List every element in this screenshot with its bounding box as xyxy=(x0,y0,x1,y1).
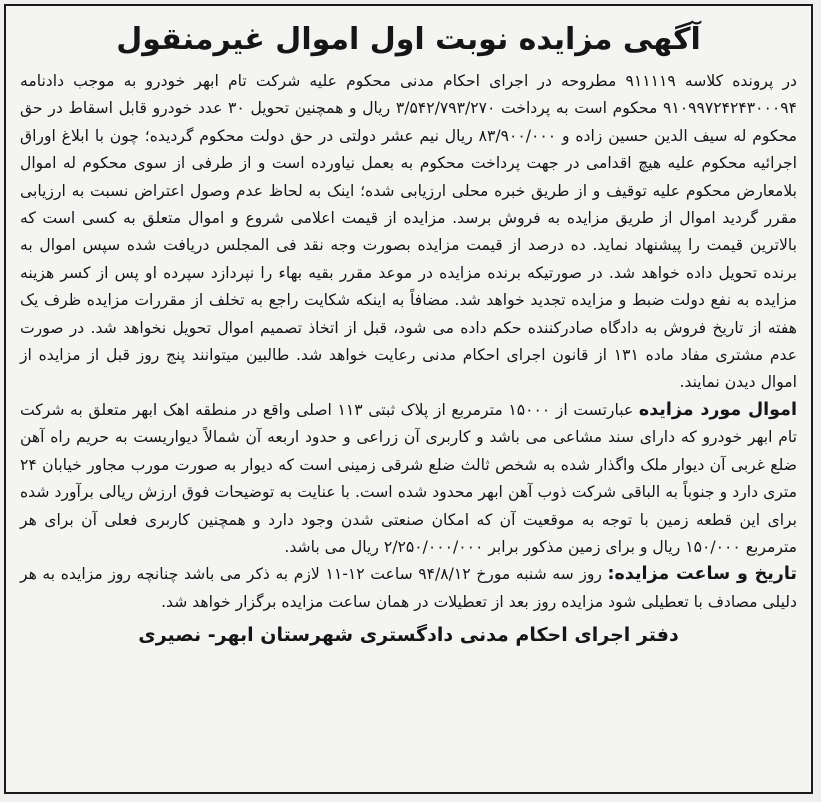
property-text: عبارتست از ۱۵۰۰۰ مترمربع از پلاک ثبتی ۱۱۳ اصلی واقع در منطقه اهک ابهر متعلق به شرکت تام ابهر خودرو که دارای سند مشاعی می باشد و کاربری آن زراعی و حدود اربعه آن شمالاً دیواریست به حریم راه آهن ضلع غربی آن دیوار ملک واگذار شده به شخص ثالث ضلع شرقی زمینی است که دیوار به صورت مورب مجاور خیابان ۲۴ متری دارد و جنوباً به الباقی شرکت ذوب آهن ابهر محدود شده است. با عنایت به توضیحات فوق ارزش ریالی برآورد شده برای این قطعه زمین با توجه به موقعیت آن که امکان صنعتی شدن وجود دارد و همچنین کاربری فعلی آن برای هر مترمربع ۱۵۰/۰۰۰ ریال و برای زمین مذکور برابر ۲/۲۵۰/۰۰۰/۰۰۰ ریال می باشد. xyxy=(20,400,797,556)
datetime-label: تاریخ و ساعت مزایده: xyxy=(607,564,797,585)
datetime-paragraph xyxy=(20,561,797,616)
datetime-text: روز سه شنبه مورخ ۹۴/۸/۱۲ ساعت ۱۲-۱۱ لازم به ذکر می باشد چنانچه روز مزایده به هر دلیلی مصادف با تعطیلی شود مزایده روز بعد از تعطیلات در همان ساعت مزایده برگزار خواهد شد. xyxy=(20,565,797,611)
property-paragraph xyxy=(20,397,797,561)
notice-body xyxy=(6,68,811,616)
signature: دفتر اجرای احکام مدنی دادگستری شهرستان ابهر- نصیری xyxy=(138,624,679,647)
intro-paragraph: در پرونده کلاسه ۹۱۱۱۱۹ مطروحه در اجرای احکام مدنی محکوم علیه شرکت تام ابهر خودرو به موجب دادنامه ۹۱۰۹۹۷۲۴۲۴۳۰۰۰۹۴ محکوم است به پرداخت ۳/۵۴۲/۷۹۳/۲۷۰ ریال و همچنین تحویل ۳۰ عدد خودرو قابل اسقاط در حق محکوم له سیف الدین حسین زاده و ۸۳/۹۰۰/۰۰۰ ریال نیم عشر دولتی در حق دولت محکوم گردیده؛ چون با ابلاغ اوراق اجرائیه محکوم علیه هیچ اقدامی در جهت پرداخت محکوم به بعمل نیاورده است و از طرفی از سوی محکوم له اموال بلامعارض محکوم علیه توقیف و از طریق خبره محلی ارزیابی شده؛ اینک به لحاظ عدم وصول اعتراض نسبت به ارزیابی مقرر گردید اموال از طریق مزایده به فروش برسد. مزایده از قیمت اعلامی شروع و اموال متعلق به کسی است که بالاترین قیمت را پیشنهاد نماید. ده درصد از قیمت مزایده بصورت وجه نقد فی المجلس دریافت شده سپس اموال به برنده تحویل داده خواهد شد. در صورتیکه برنده مزایده در موعد مقرر بقیه بهاء را نپردازد سپرده او پس از کسر هزینه مزایده به نفع دولت ضبط و مزایده تجدید خواهد شد. مضافاً به اینکه شکایت راجع به تخلف از مقررات مزایده ظرف یک هفته از تاریخ فروش به دادگاه صادرکننده حکم داده می شود، قبل از اتخاذ تصمیم اموال تحویل نخواهد شد. در صورت عدم مشتری مفاد ماده ۱۳۱ از قانون اجرای احکام مدنی رعایت خواهد شد. طالبین میتوانند پنج روز قبل از مزایده از اموال دیدن نمایند. xyxy=(20,72,798,392)
notice-frame xyxy=(4,4,813,794)
notice-title: آگهی مزایده نوبت اول اموال غیرمنقول xyxy=(116,22,701,57)
property-label: اموال مورد مزایده xyxy=(638,399,797,420)
